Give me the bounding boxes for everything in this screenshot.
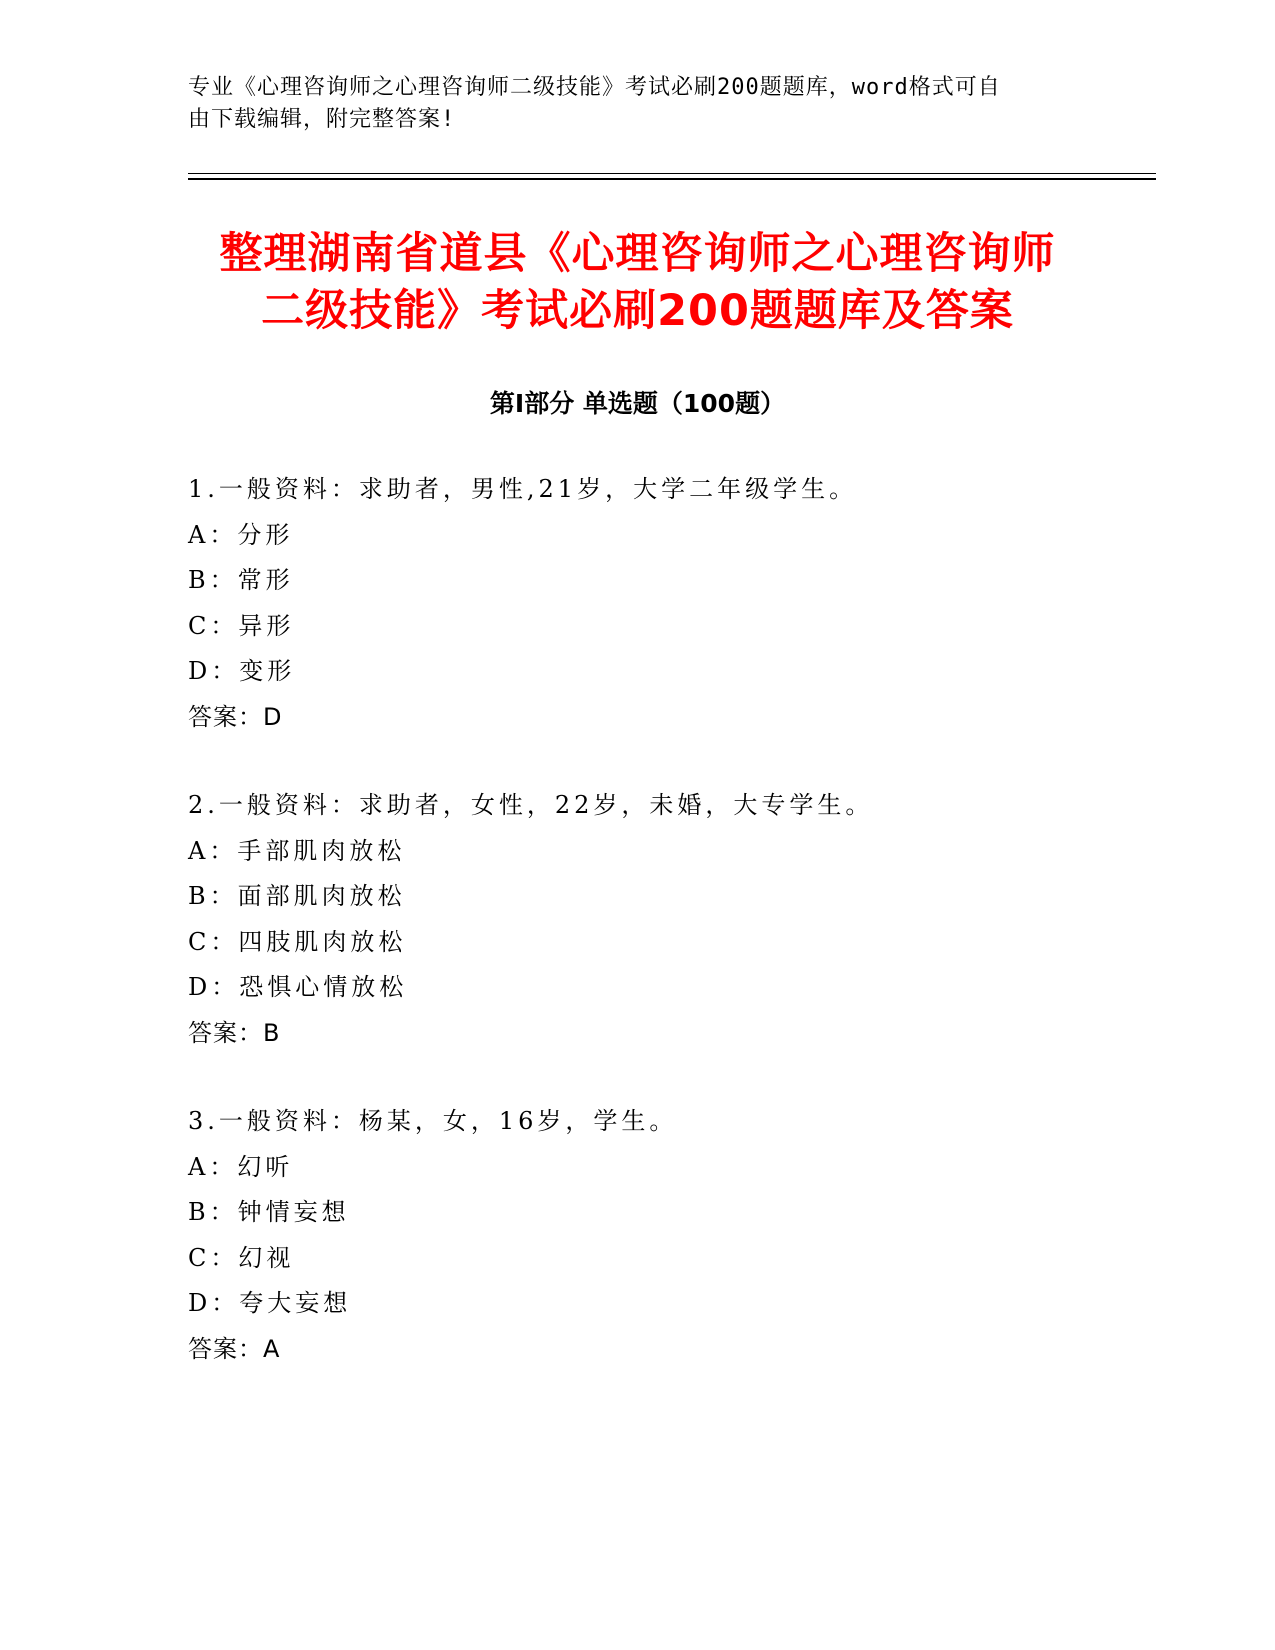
option-a: A：幻听 (188, 1152, 294, 1181)
answer: 答案：B (188, 1018, 281, 1047)
document-title (150, 226, 1125, 340)
header-note-line-2: 由下载编辑，附完整答案! (188, 107, 456, 132)
question-block (188, 783, 1148, 1056)
question-stem: 1.一般资料：求助者，男性,21岁，大学二年级学生。 (188, 475, 858, 503)
option-d: D：变形 (188, 657, 296, 685)
option-d: D：恐惧心情放松 (188, 973, 408, 1001)
header-note-line-1: 专业《心理咨询师之心理咨询师二级技能》考试必刷200题题库，word格式可自 (188, 75, 1001, 100)
option-b: B：钟情妄想 (188, 1198, 350, 1226)
header-divider-top (188, 173, 1156, 174)
option-a: A：分形 (188, 520, 294, 549)
question-block (188, 1099, 1148, 1372)
option-d: D：夸大妄想 (188, 1289, 352, 1317)
answer: 答案：A (188, 1334, 281, 1363)
section-title: 第Ⅰ部分 单选题（100题） (489, 389, 786, 418)
option-c: C：幻视 (188, 1243, 295, 1272)
option-b: B：常形 (188, 566, 294, 594)
header-divider-bottom (188, 178, 1156, 180)
option-a: A：手部肌肉放松 (188, 836, 406, 865)
header-note (188, 72, 1068, 136)
option-b: B：面部肌肉放松 (188, 882, 406, 910)
question-stem: 2.一般资料：求助者，女性，22岁，未婚，大专学生。 (188, 791, 874, 819)
question-block (188, 467, 1148, 740)
option-c: C：异形 (188, 611, 295, 640)
option-c: C：四肢肌肉放松 (188, 927, 407, 956)
document-title-line-1: 整理湖南省道县《心理咨询师之心理咨询师 (219, 229, 1056, 279)
answer: 答案：D (188, 702, 283, 731)
question-stem: 3.一般资料：杨某，女，16岁，学生。 (188, 1107, 678, 1135)
document-title-line-2: 二级技能》考试必刷200题题库及答案 (261, 286, 1014, 336)
